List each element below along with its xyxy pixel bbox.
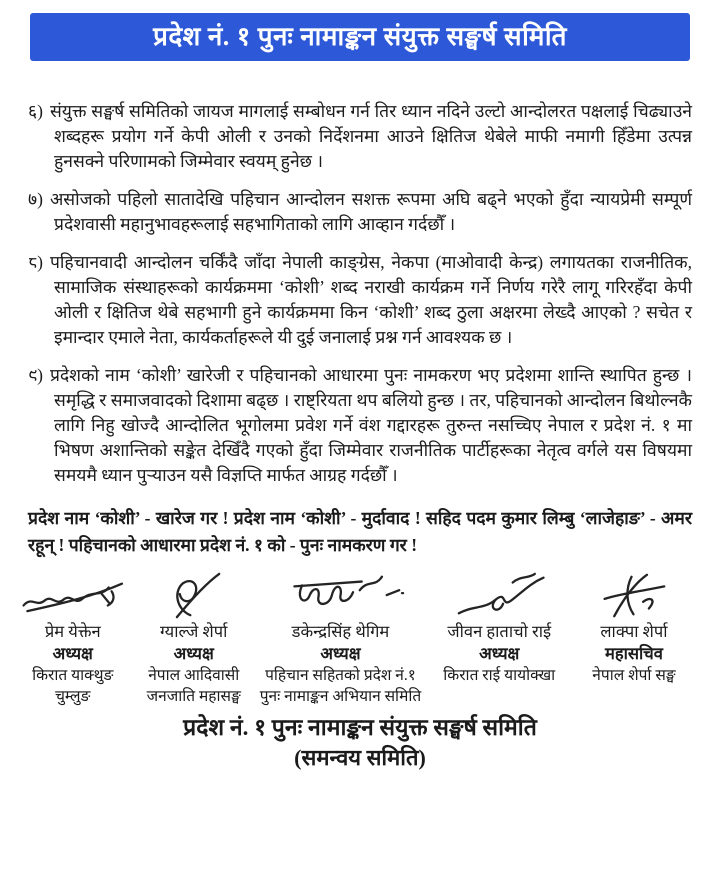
paragraph-text: पहिचानवादी आन्दोलन चर्किंदै जाँदा नेपाली काङ्ग्रेस, नेकपा (माओवादी केन्द्र) लगायतका राजनीतिक, सामाजिक संस्थाहरूको कार्यक्रममा ‘कोशी’ शब्द नराखी कार्यक्रम गर्ने निर्णय गरेरै लागू गरिरहँदा केपी ओली र क्षितिज थेबे सहभागी हुने कार्यक्रममा किन ‘कोशी’ शब्द ठुला अक्षरमा लेख्दै आएको ? सचेत र इमान्दार एमाले नेता, कार्यकर्ताहरूले यी दुई जनालाई प्रश्न गर्न आवश्यक छ । xyxy=(49,252,692,347)
paragraph-item-7 xyxy=(28,187,692,237)
signatory-column xyxy=(427,571,571,707)
signatory-title: अध्यक्ष xyxy=(52,644,93,663)
signatory-organization: नेपाल आदिवासी जनजाति महासङ्घ xyxy=(146,667,241,705)
paragraph-text: संयुक्त सङ्घर्ष समितिको जायज मागलाई सम्बोधन गर्न तिर ध्यान नदिने उल्टो आन्दोलरत पक्षलाई चिढ्याउने शब्दहरू प्रयोग गर्ने केपी ओली र उनको निर्देशनमा आउने क्षितिज थेबेले माफी नमागी हिँडेमा उत्पन्न हुनसक्ने परिणामको जिम्मेवार स्वयम् हुनेछ । xyxy=(49,101,692,171)
signatory-column xyxy=(575,571,692,707)
signatory-name: जीवन हाताचो राई xyxy=(447,622,552,641)
signature-devanagari-icon xyxy=(258,571,423,621)
signatory-organization: नेपाल शेर्पा सङ्घ xyxy=(592,667,676,684)
signatory-column xyxy=(16,571,130,707)
header-banner xyxy=(30,13,690,61)
paragraph-number: ८) xyxy=(28,252,43,272)
paragraph-text: असोजको पहिलो सातादेखि पहिचान आन्दोलन सशक्त रूपमा अघि बढ्ने भएको हुँदा न्यायप्रेमी सम्पूर्ण प्रदेशवासी महानुभावहरूलाई सहभागिताको लागि आव्हान गर्दछौँ । xyxy=(49,189,692,234)
signatory-name: लाक्पा शेर्पा xyxy=(600,622,668,641)
footer xyxy=(0,712,720,773)
header-title: प्रदेश नं. १ पुनः नामाङ्कन संयुक्त सङ्घर्ष समिति xyxy=(153,22,567,51)
paragraph-item-8 xyxy=(28,250,692,350)
signatory-column xyxy=(134,571,254,707)
footer-title: प्रदेश नं. १ पुनः नामाङ्कन संयुक्त सङ्घर्ष समिति xyxy=(183,715,537,740)
signature-block xyxy=(16,571,704,707)
signatory-title: अध्यक्ष xyxy=(173,644,214,663)
signatory-organization: किरात याक्थुङ चुम्लुङ xyxy=(32,667,114,705)
paragraph-number: ६) xyxy=(28,101,43,121)
paragraph-number: ७) xyxy=(28,189,43,209)
signatory-title: अध्यक्ष xyxy=(320,644,361,663)
footer-subtitle: (समन्वय समिति) xyxy=(294,745,426,770)
signatory-column xyxy=(258,571,423,707)
signature-loop-icon xyxy=(134,571,254,621)
signature-crossed-icon xyxy=(575,571,692,621)
signatory-name: डकेन्द्रसिंह थेगिम xyxy=(291,622,390,641)
signatory-organization: किरात राई यायोक्खा xyxy=(443,667,556,684)
paragraph-item-6 xyxy=(28,99,692,174)
signature-rising-icon xyxy=(427,571,571,621)
slogan-text: प्रदेश नाम ‘कोशी’ - खारेज गर ! प्रदेश नाम ‘कोशी’ - मुर्दावाद ! सहिद पदम कुमार लिम्बु ‘लाजेहाङ’ - अमर रहून् ! पहिचानको आधारमा प्रदेश नं. १ को - पुनः नामकरण गर ! xyxy=(28,508,692,555)
paragraph-text: प्रदेशको नाम ‘कोशी’ खारेजी र पहिचानको आधारमा पुनः नामकरण भए प्रदेशमा शान्ति स्थापित हुन्छ । समृद्धि र समाजवादको दिशामा बढ्छ । राष्ट्रियता थप बलियो हुन्छ । तर, पहिचानको आन्दोलन बिथोल्नकै लागि निहु खोज्दै आन्दोलित भूगोलमा प्रवेश गर्ने वंश गद्दारहरू तुरुन्त नसच्चिए नेपाल र प्रदेश नं. १ मा भिषण अशान्तिको सङ्केत देखिँदै गएको हुँदा जिम्मेवार राजनीतिक पार्टीहरूका नेतृत्व वर्गले यस विषयमा समयमै ध्यान पुर्‍याउन यसै विज्ञप्ति मार्फत आग्रह गर्दछौँ । xyxy=(49,365,692,485)
signatory-organization: पहिचान सहितको प्रदेश नं.१ पुनः नामाङ्कन अभियान समिति xyxy=(259,667,422,705)
signature-scrawl-icon xyxy=(16,571,130,621)
paragraph-item-9 xyxy=(28,363,692,488)
signatory-name: ग्याल्जे शेर्पा xyxy=(160,622,228,641)
signatory-name: प्रेम येक्तेन xyxy=(44,622,101,641)
signatory-title: महासचिव xyxy=(604,644,663,663)
document-body xyxy=(28,99,692,559)
signatory-title: अध्यक्ष xyxy=(479,644,520,663)
paragraph-number: ९) xyxy=(28,365,43,385)
